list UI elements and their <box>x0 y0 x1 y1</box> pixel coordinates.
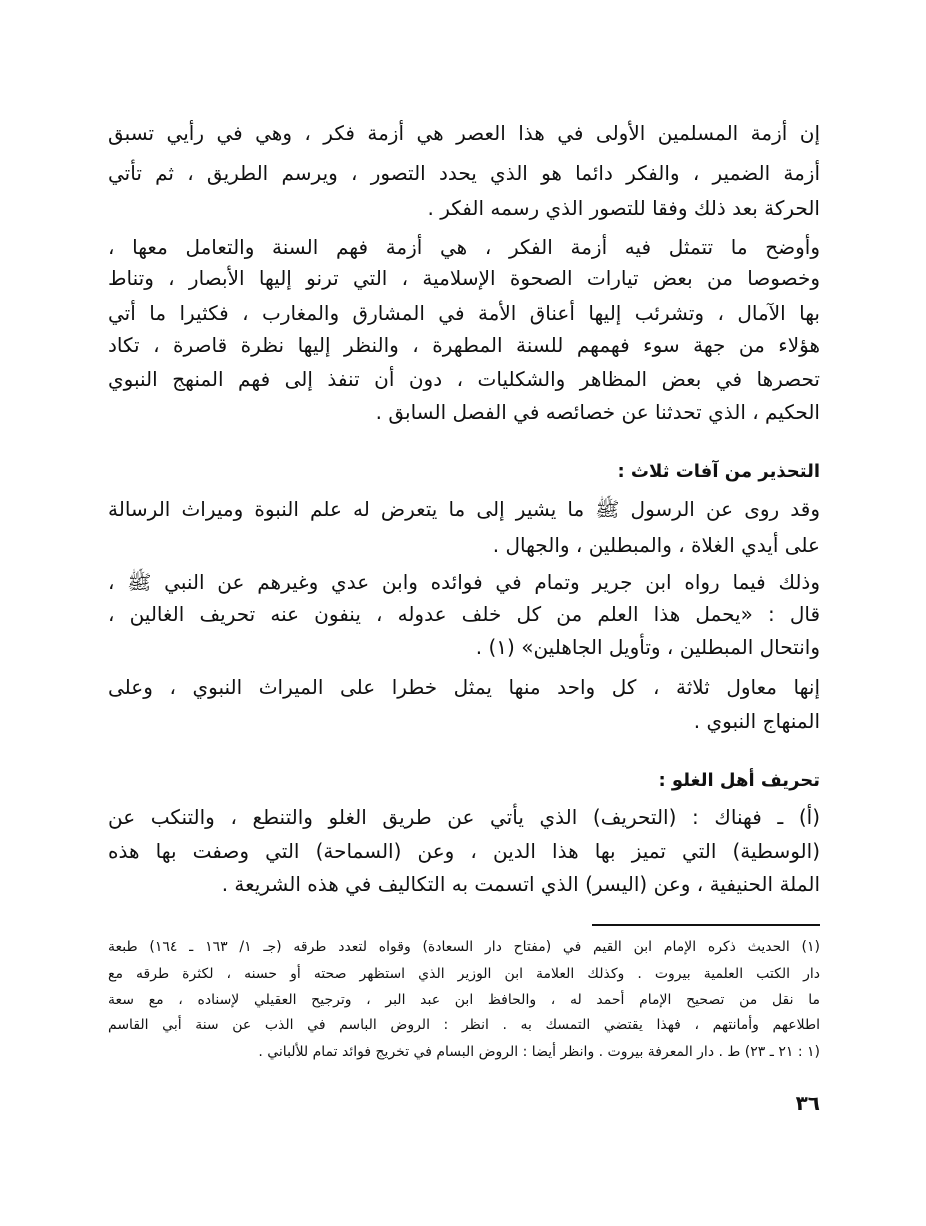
body-line: على أيدي الغلاة ، والمبطلين ، والجهال . <box>492 533 820 557</box>
body-line: هؤلاء من جهة سوء فهمهم للسنة المطهرة ، والنظر إليها نظرة قاصرة ، تكاد <box>108 333 820 357</box>
body-line: أزمة الضمير ، والفكر دائما هو الذي يحدد التصور ، ويرسم الطريق ، ثم تأتي <box>108 161 820 185</box>
body-line: الملة الحنيفية ، وعن (اليسر) الذي اتسمت به التكاليف في هذه الشريعة . <box>221 872 820 896</box>
body-line: إن أزمة المسلمين الأولى في هذا العصر هي أزمة فكر ، وهي في رأيي تسبق <box>108 121 820 145</box>
body-line: المنهاج النبوي . <box>693 709 820 733</box>
footnote-line: (١) الحديث ذكره الإمام ابن القيم في (مفتاح دار السعادة) وقواه لتعدد طرقه (جـ ١/ ١٦٣ ـ ١٦٤) طبعة <box>108 939 820 955</box>
body-line: (الوسطية) التي تميز بها هذا الدين ، وعن (السماحة) التي وصفت بها هذه <box>108 839 820 863</box>
body-line: الحركة بعد ذلك وفقا للتصور الذي رسمه الفكر . <box>427 196 820 220</box>
body-line: وانتحال المبطلين ، وتأويل الجاهلين» (١) . <box>475 635 820 659</box>
footnote-line: اطلاعهم وأمانتهم ، فهذا يقتضي التمسك به . انظر : الروض الباسم في الذب عن سنة أبي القاسم <box>108 1017 820 1033</box>
body-line: تحصرها في بعض المظاهر والشكليات ، دون أن تنفذ إلى فهم المنهج النبوي <box>108 367 820 391</box>
body-line: وذلك فيما رواه ابن جرير وتمام في فوائده وابن عدي وغيرهم عن النبي ﷺ ، <box>108 570 820 594</box>
body-line: إنها معاول ثلاثة ، كل واحد منها يمثل خطرا على الميراث النبوي ، وعلى <box>108 675 820 699</box>
footnote-line: (١ : ٢١ ـ ٢٣) ط . دار المعرفة بيروت . وانظر أيضا : الروض البسام في تخريج فوائد تمام للألباني . <box>258 1044 820 1060</box>
body-line: بها الآمال ، وتشرئب إليها أعناق الأمة في المشارق والمغارب ، فكثيرا ما أتي <box>108 301 820 325</box>
footnote-line: ما نقل من تصحيح الإمام أحمد له ، والحافظ ابن عبد البر ، وترجيح العقيلي لإسناده ، مع سعة <box>108 992 820 1008</box>
footnote-separator <box>592 924 820 926</box>
body-line: الحكيم ، الذي تحدثنا عن خصائصه في الفصل السابق . <box>375 400 820 424</box>
page-number: ٣٦ <box>795 1091 820 1115</box>
body-line: وأوضح ما تتمثل فيه أزمة الفكر ، هي أزمة فهم السنة والتعامل معها ، <box>108 235 820 259</box>
body-line: وخصوصا من بعض تيارات الصحوة الإسلامية ، التي ترنو إليها الأبصار ، وتناط <box>108 266 820 290</box>
body-line: وقد روى عن الرسول ﷺ ما يشير إلى ما يتعرض له علم النبوة وميراث الرسالة <box>108 497 820 521</box>
footnote-line: دار الكتب العلمية بيروت . وكذلك العلامة ابن الوزير الذي استظهر صحته أو حسنه ، لكثرة طرقه مع <box>108 966 820 982</box>
body-line: قال : «يحمل هذا العلم من كل خلف عدوله ، ينفون عنه تحريف الغالين ، <box>108 602 820 626</box>
section-heading: التحذير من آفات ثلاث : <box>617 461 820 482</box>
body-line: (أ) ـ فهناك : (التحريف) الذي يأتي عن طريق الغلو والتنطع ، والتنكب عن <box>108 805 820 829</box>
section-heading: تحريف أهل الغلو : <box>658 770 820 791</box>
